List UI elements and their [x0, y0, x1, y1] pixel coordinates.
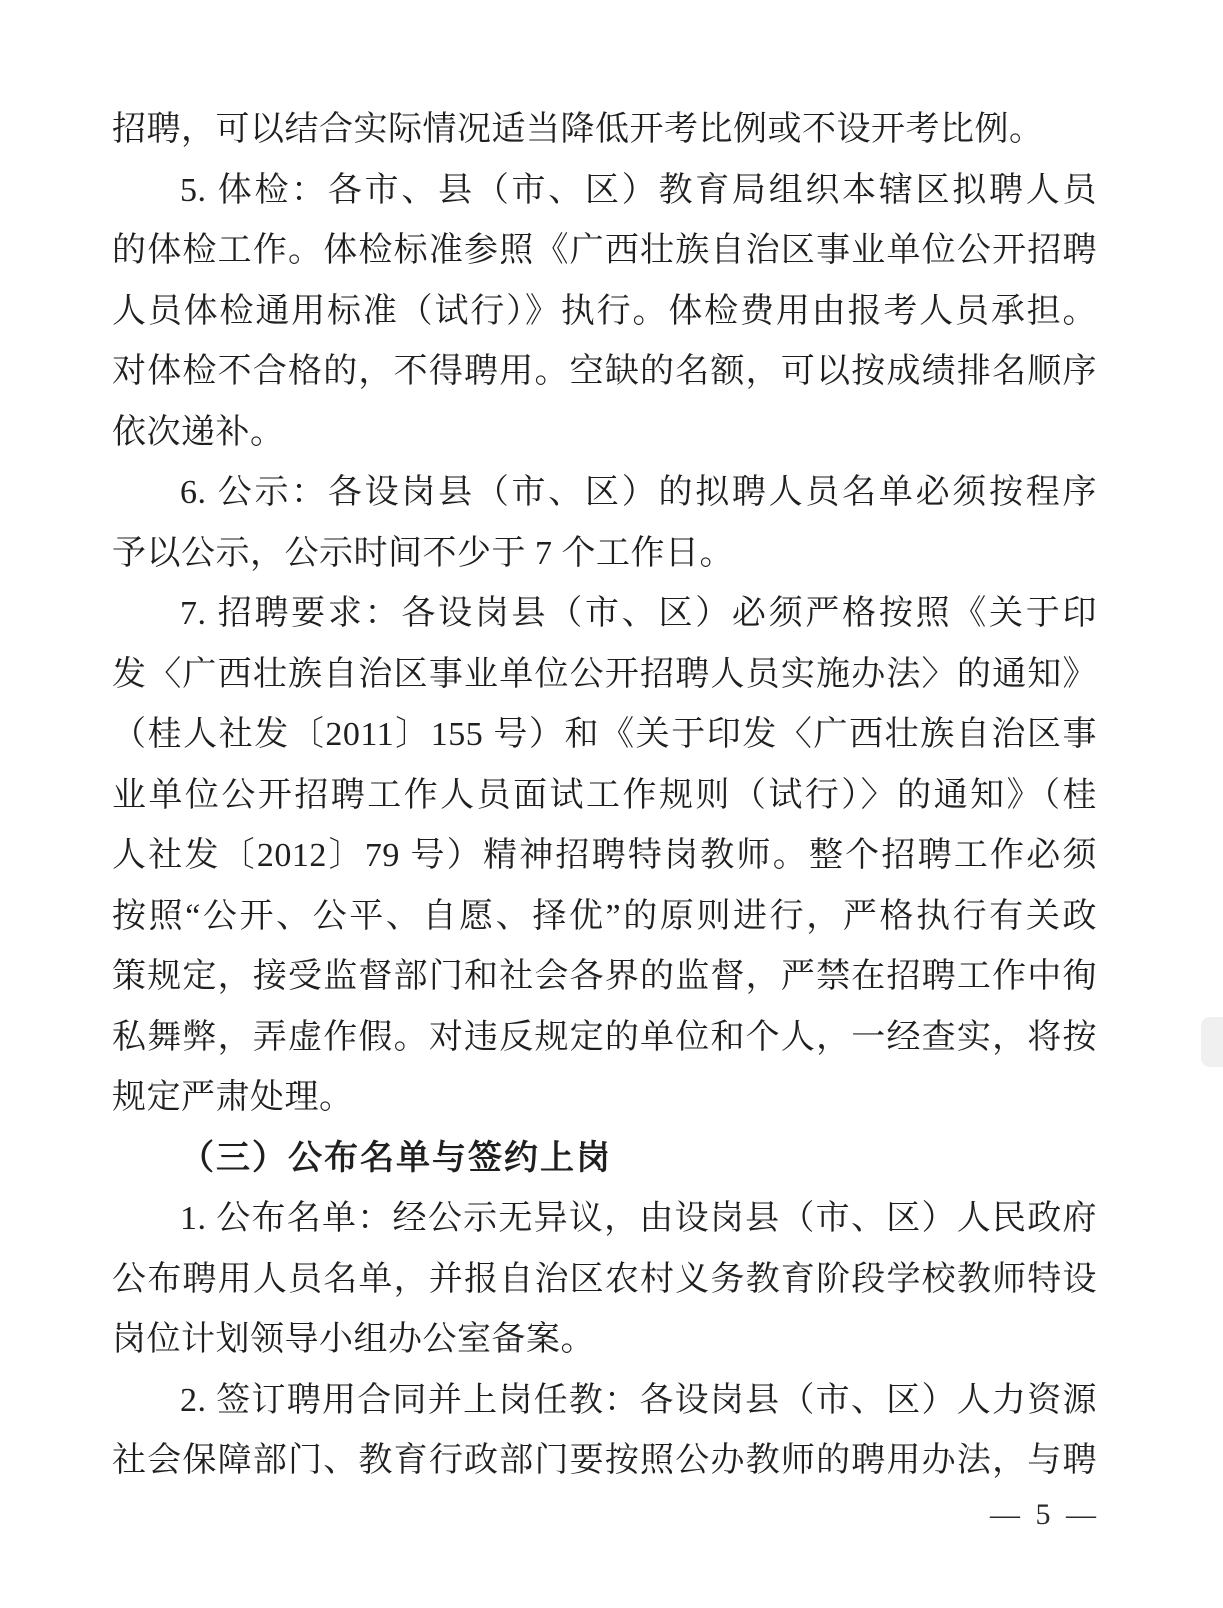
text-line: 7. 招聘要求：各设岗县（市、区）必须严格按照《关于印 — [180, 595, 1097, 632]
text-line: 2. 签订聘用合同并上岗任教：各设岗县（市、区）人力资源 — [180, 1381, 1097, 1419]
document-body — [112, 100, 1097, 1492]
text-line: 依次递补。 — [112, 413, 285, 451]
page-number: — 5 — — [990, 1498, 1100, 1531]
text-line: （桂人社发〔2011〕155 号）和《关于印发〈广西壮族自治区事 — [112, 716, 1097, 753]
text-line: 私舞弊，弄虚作假。对违反规定的单位和个人，一经查实，将按 — [112, 1018, 1097, 1056]
text-line: 业单位公开招聘工作人员面试工作规则（试行）〉的通知》（桂 — [112, 776, 1097, 814]
text-line: 人员体检通用标准（试行）》执行。体检费用由报考人员承担。 — [112, 292, 1097, 330]
scrollbar-thumb[interactable] — [1201, 1017, 1223, 1067]
text-line: 发〈广西壮族自治区事业单位公开招聘人员实施办法〉的通知》 — [112, 655, 1097, 693]
text-line: 6. 公示：各设岗县（市、区）的拟聘人员名单必须按程序 — [180, 474, 1097, 511]
text-line: 策规定，接受监督部门和社会各界的监督，严禁在招聘工作中徇 — [112, 958, 1097, 995]
text-line: 公布聘用人员名单，并报自治区农村义务教育阶段学校教师特设 — [112, 1260, 1097, 1298]
section-heading: （三）公布名单与签约上岗 — [180, 1139, 612, 1177]
text-line: 按照“公开、公平、自愿、择优”的原则进行，严格执行有关政 — [112, 897, 1097, 935]
text-line: 社会保障部门、教育行政部门要按照公办教师的聘用办法，与聘 — [112, 1442, 1097, 1479]
text-line: 予以公示，公示时间不少于 7 个工作日。 — [112, 534, 734, 572]
text-line: 对体检不合格的，不得聘用。空缺的名额，可以按成绩排名顺序 — [112, 353, 1097, 390]
text-line: 5. 体检：各市、县（市、区）教育局组织本辖区拟聘人员 — [180, 171, 1097, 209]
text-line: 人社发〔2012〕79 号）精神招聘特岗教师。整个招聘工作必须 — [112, 837, 1097, 874]
text-line: 招聘，可以结合实际情况适当降低开考比例或不设开考比例。 — [112, 111, 1044, 148]
text-line: 的体检工作。体检标准参照《广西壮族自治区事业单位公开招聘 — [112, 232, 1097, 269]
text-line: 岗位计划领导小组办公室备案。 — [112, 1321, 595, 1358]
text-line: 1. 公布名单：经公示无异议，由设岗县（市、区）人民政府 — [180, 1200, 1097, 1237]
text-line: 规定严肃处理。 — [112, 1079, 354, 1116]
